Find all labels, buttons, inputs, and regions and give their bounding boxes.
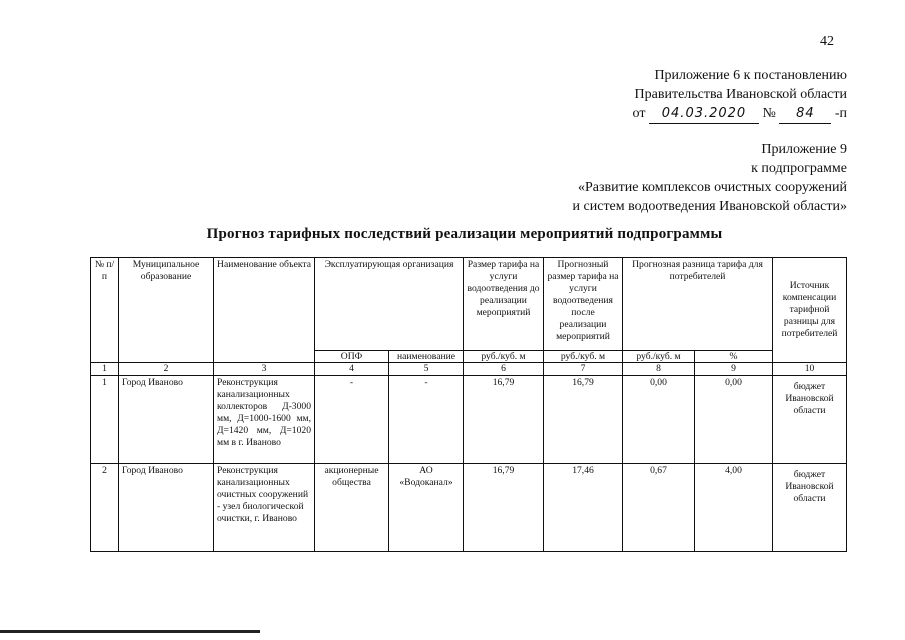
row-diff-pct: 4,00 xyxy=(695,464,773,552)
col-number: 8 xyxy=(623,363,695,376)
row-diff-rub: 0,00 xyxy=(623,376,695,464)
tariff-table xyxy=(90,257,847,552)
row-municipality: Город Иваново xyxy=(119,376,214,464)
row-opf: - xyxy=(315,376,389,464)
page-number: 42 xyxy=(820,34,834,49)
approval-line-1: Приложение 6 к постановлению xyxy=(654,68,847,83)
subheader-rub-after: руб./куб. м xyxy=(544,351,623,363)
row-diff-rub: 0,67 xyxy=(623,464,695,552)
row-object: Реконструкция канализационных коллекторов Д-3000 мм, Д=1000-1600 мм, Д=1420 мм, Д=1020 мм в г. Иваново xyxy=(214,376,315,464)
row-object: Реконструкция канализационных очистных сооружений - узел биологической очистки, г. Иваново xyxy=(214,464,315,552)
col-number: 9 xyxy=(695,363,773,376)
row-tariff-before: 16,79 xyxy=(464,376,544,464)
appendix-header xyxy=(573,140,847,216)
subheader-pct: % xyxy=(695,351,773,363)
row-operator-name: АО «Водоканал» xyxy=(389,464,464,552)
row-tariff-after: 16,79 xyxy=(544,376,623,464)
col-number: 6 xyxy=(464,363,544,376)
subheader-opf: ОПФ xyxy=(315,351,389,363)
from-label: от xyxy=(632,106,646,121)
table-row xyxy=(91,376,847,464)
row-source: бюджет Ивановской области xyxy=(773,464,847,552)
header-tariff-before: Размер тарифа на услуги водоотведения до реализации мероприятий xyxy=(464,258,544,351)
col-number: 5 xyxy=(389,363,464,376)
bottom-rule xyxy=(0,630,260,633)
subheader-rub-diff: руб./куб. м xyxy=(623,351,695,363)
row-tariff-before: 16,79 xyxy=(464,464,544,552)
col-number: 1 xyxy=(91,363,119,376)
header-difference: Прогнозная разница тарифа для потребителей xyxy=(623,258,773,351)
row-municipality: Город Иваново xyxy=(119,464,214,552)
header-municipality: Муниципальное образование xyxy=(119,258,214,363)
row-diff-pct: 0,00 xyxy=(695,376,773,464)
table-row xyxy=(91,464,847,552)
appendix-line-4: и систем водоотведения Ивановской области» xyxy=(572,199,847,214)
col-number: 4 xyxy=(315,363,389,376)
row-tariff-after: 17,46 xyxy=(544,464,623,552)
approval-date-line xyxy=(633,104,847,124)
column-numbers-row xyxy=(91,363,847,376)
header-tariff-after: Прогнозный размер тарифа на услуги водоотведения после реализации мероприятий xyxy=(544,258,623,351)
subheader-name: наименование xyxy=(389,351,464,363)
appendix-line-2: к подпрограмме xyxy=(751,161,847,176)
document-title xyxy=(0,226,905,243)
header-operator: Эксплуатирующая организация xyxy=(315,258,464,351)
row-source: бюджет Ивановской области xyxy=(773,376,847,464)
row-operator-name: - xyxy=(389,376,464,464)
col-number: 3 xyxy=(214,363,315,376)
header-object: Наименование объекта xyxy=(214,258,315,363)
approval-line-2: Правительства Ивановской области xyxy=(634,87,847,102)
row-num: 2 xyxy=(91,464,119,552)
col-number: 7 xyxy=(544,363,623,376)
document-title-text: Прогноз тарифных последствий реализации мероприятий подпрограммы xyxy=(206,226,723,242)
header-source: Источник компенсации тарифной разницы для потребителей xyxy=(773,258,847,363)
table-header-row xyxy=(91,258,847,351)
decree-date: 04.03.2020 xyxy=(649,104,759,124)
decree-number: 84 xyxy=(779,104,831,124)
header-num: № п/п xyxy=(91,258,119,363)
col-number: 2 xyxy=(119,363,214,376)
row-opf: акционерные общества xyxy=(315,464,389,552)
number-label: № xyxy=(762,106,776,121)
number-suffix: -п xyxy=(834,106,847,121)
appendix-line-1: Приложение 9 xyxy=(761,142,847,157)
subheader-rub-before: руб./куб. м xyxy=(464,351,544,363)
appendix-line-3: «Развитие комплексов очистных сооружений xyxy=(577,180,847,195)
row-num: 1 xyxy=(91,376,119,464)
approval-header xyxy=(633,66,847,124)
col-number: 10 xyxy=(773,363,847,376)
